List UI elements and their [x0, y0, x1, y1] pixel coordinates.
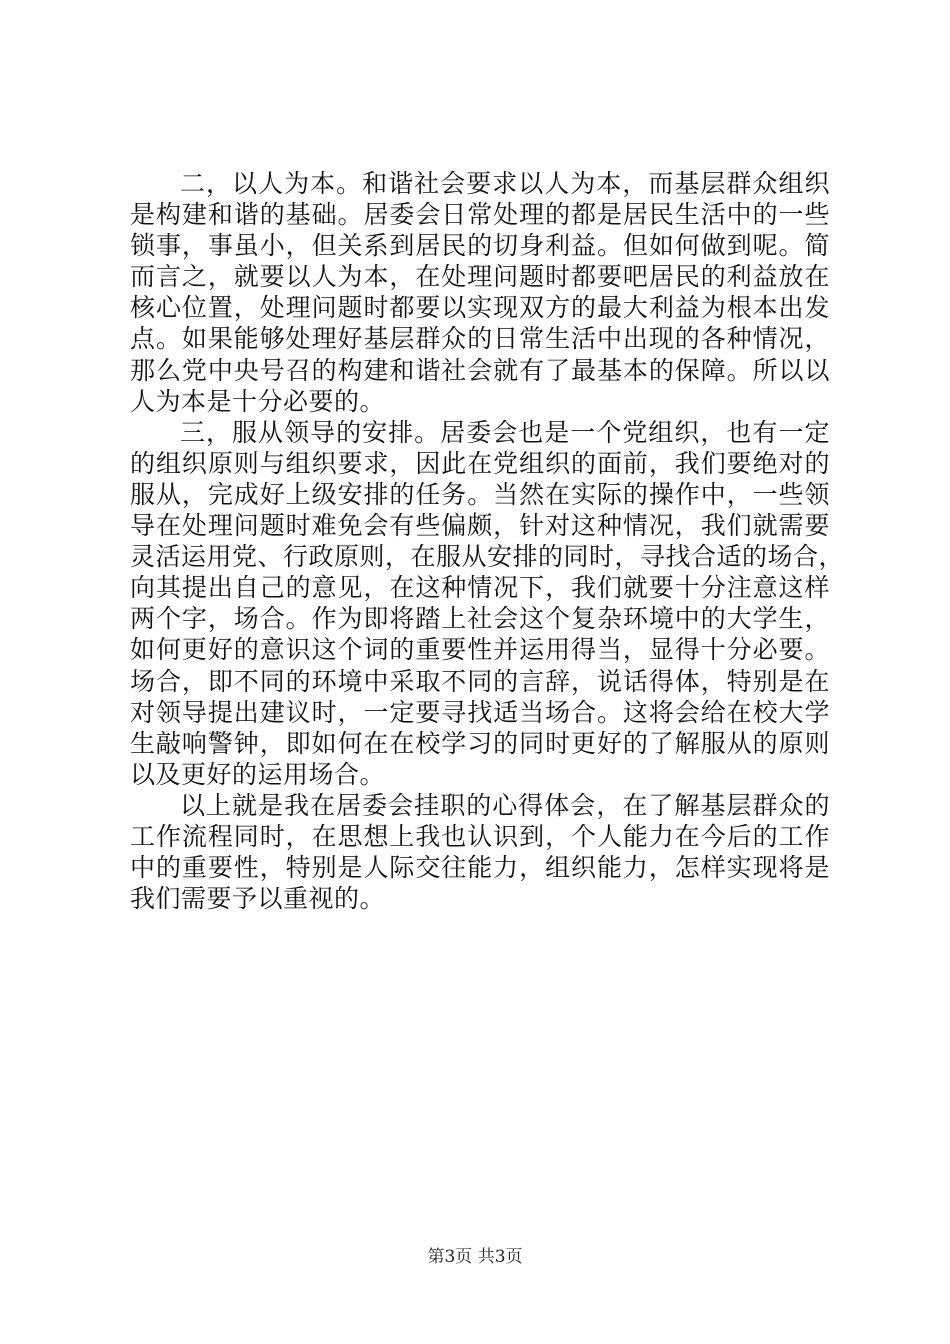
paragraph-line: 是构建和谐的基础。居委会日常处理的都是居民生活中的一些: [130, 200, 830, 230]
paragraph-line: 而言之，就要以人为本，在处理问题时都要吧居民的利益放在: [130, 262, 830, 292]
paragraph-line: 人为本是十分必要的。: [130, 386, 386, 416]
paragraph-2: [130, 168, 830, 417]
paragraph-line: 核心位置，处理问题时都要以实现双方的最大利益为根本出发: [130, 293, 830, 323]
paragraph-line: 灵活运用党、行政原则，在服从安排的同时，寻找合适的场合，: [130, 542, 845, 572]
paragraph-line: 二，以人为本。和谐社会要求以人为本，而基层群众组织: [180, 169, 830, 198]
paragraph-line: 工作流程同时，在思想上我也认识到，个人能力在今后的工作: [130, 821, 830, 851]
paragraph-line: 如何更好的意识这个词的重要性并运用得当，显得十分必要。: [130, 635, 830, 665]
paragraph-line: 的组织原则与组织要求，因此在党组织的面前，我们要绝对的: [130, 448, 830, 478]
paragraph-line: 三，服从领导的安排。居委会也是一个党组织，也有一定: [180, 417, 830, 447]
paragraph-line: 中的重要性，特别是人际交往能力，组织能力，怎样实现将是: [130, 853, 830, 883]
document-body: [130, 168, 845, 914]
paragraph-line: 点。如果能够处理好基层群众的日常生活中出现的各种情况，: [130, 324, 830, 354]
paragraph-line: 两个字，场合。作为即将踏上社会这个复杂环境中的大学生，: [130, 604, 830, 634]
page-number-footer: 第3页 共3页: [427, 1247, 523, 1267]
paragraph-line: 那么党中央号召的构建和谐社会就有了最基本的保障。所以以: [130, 355, 830, 385]
paragraph-line: 对领导提出建议时，一定要寻找适当场合。这将会给在校大学: [130, 697, 830, 727]
paragraph-line: 场合，即不同的环境中采取不同的言辞，说话得体，特别是在: [130, 666, 830, 696]
paragraph-line: 导在处理问题时难免会有些偏颇，针对这种情况，我们就需要: [130, 511, 830, 541]
paragraph-conclusion: [130, 790, 830, 914]
paragraph-line: 生敲响警钟，即如何在在校学习的同时更好的了解服从的原则: [130, 728, 830, 758]
paragraph-line: 向其提出自己的意见，在这种情况下，我们就要十分注意这样: [130, 573, 830, 603]
paragraph-line: 服从，完成好上级安排的任务。当然在实际的操作中，一些领: [130, 479, 830, 509]
paragraph-line: 以上就是我在居委会挂职的心得体会，在了解基层群众的: [180, 790, 830, 820]
paragraph-line: 锁事，事虽小，但关系到居民的切身利益。但如何做到呢。简: [130, 231, 830, 261]
paragraph-3: [130, 417, 845, 790]
paragraph-line: 我们需要予以重视的。: [130, 884, 386, 914]
paragraph-line: 以及更好的运用场合。: [130, 759, 386, 789]
